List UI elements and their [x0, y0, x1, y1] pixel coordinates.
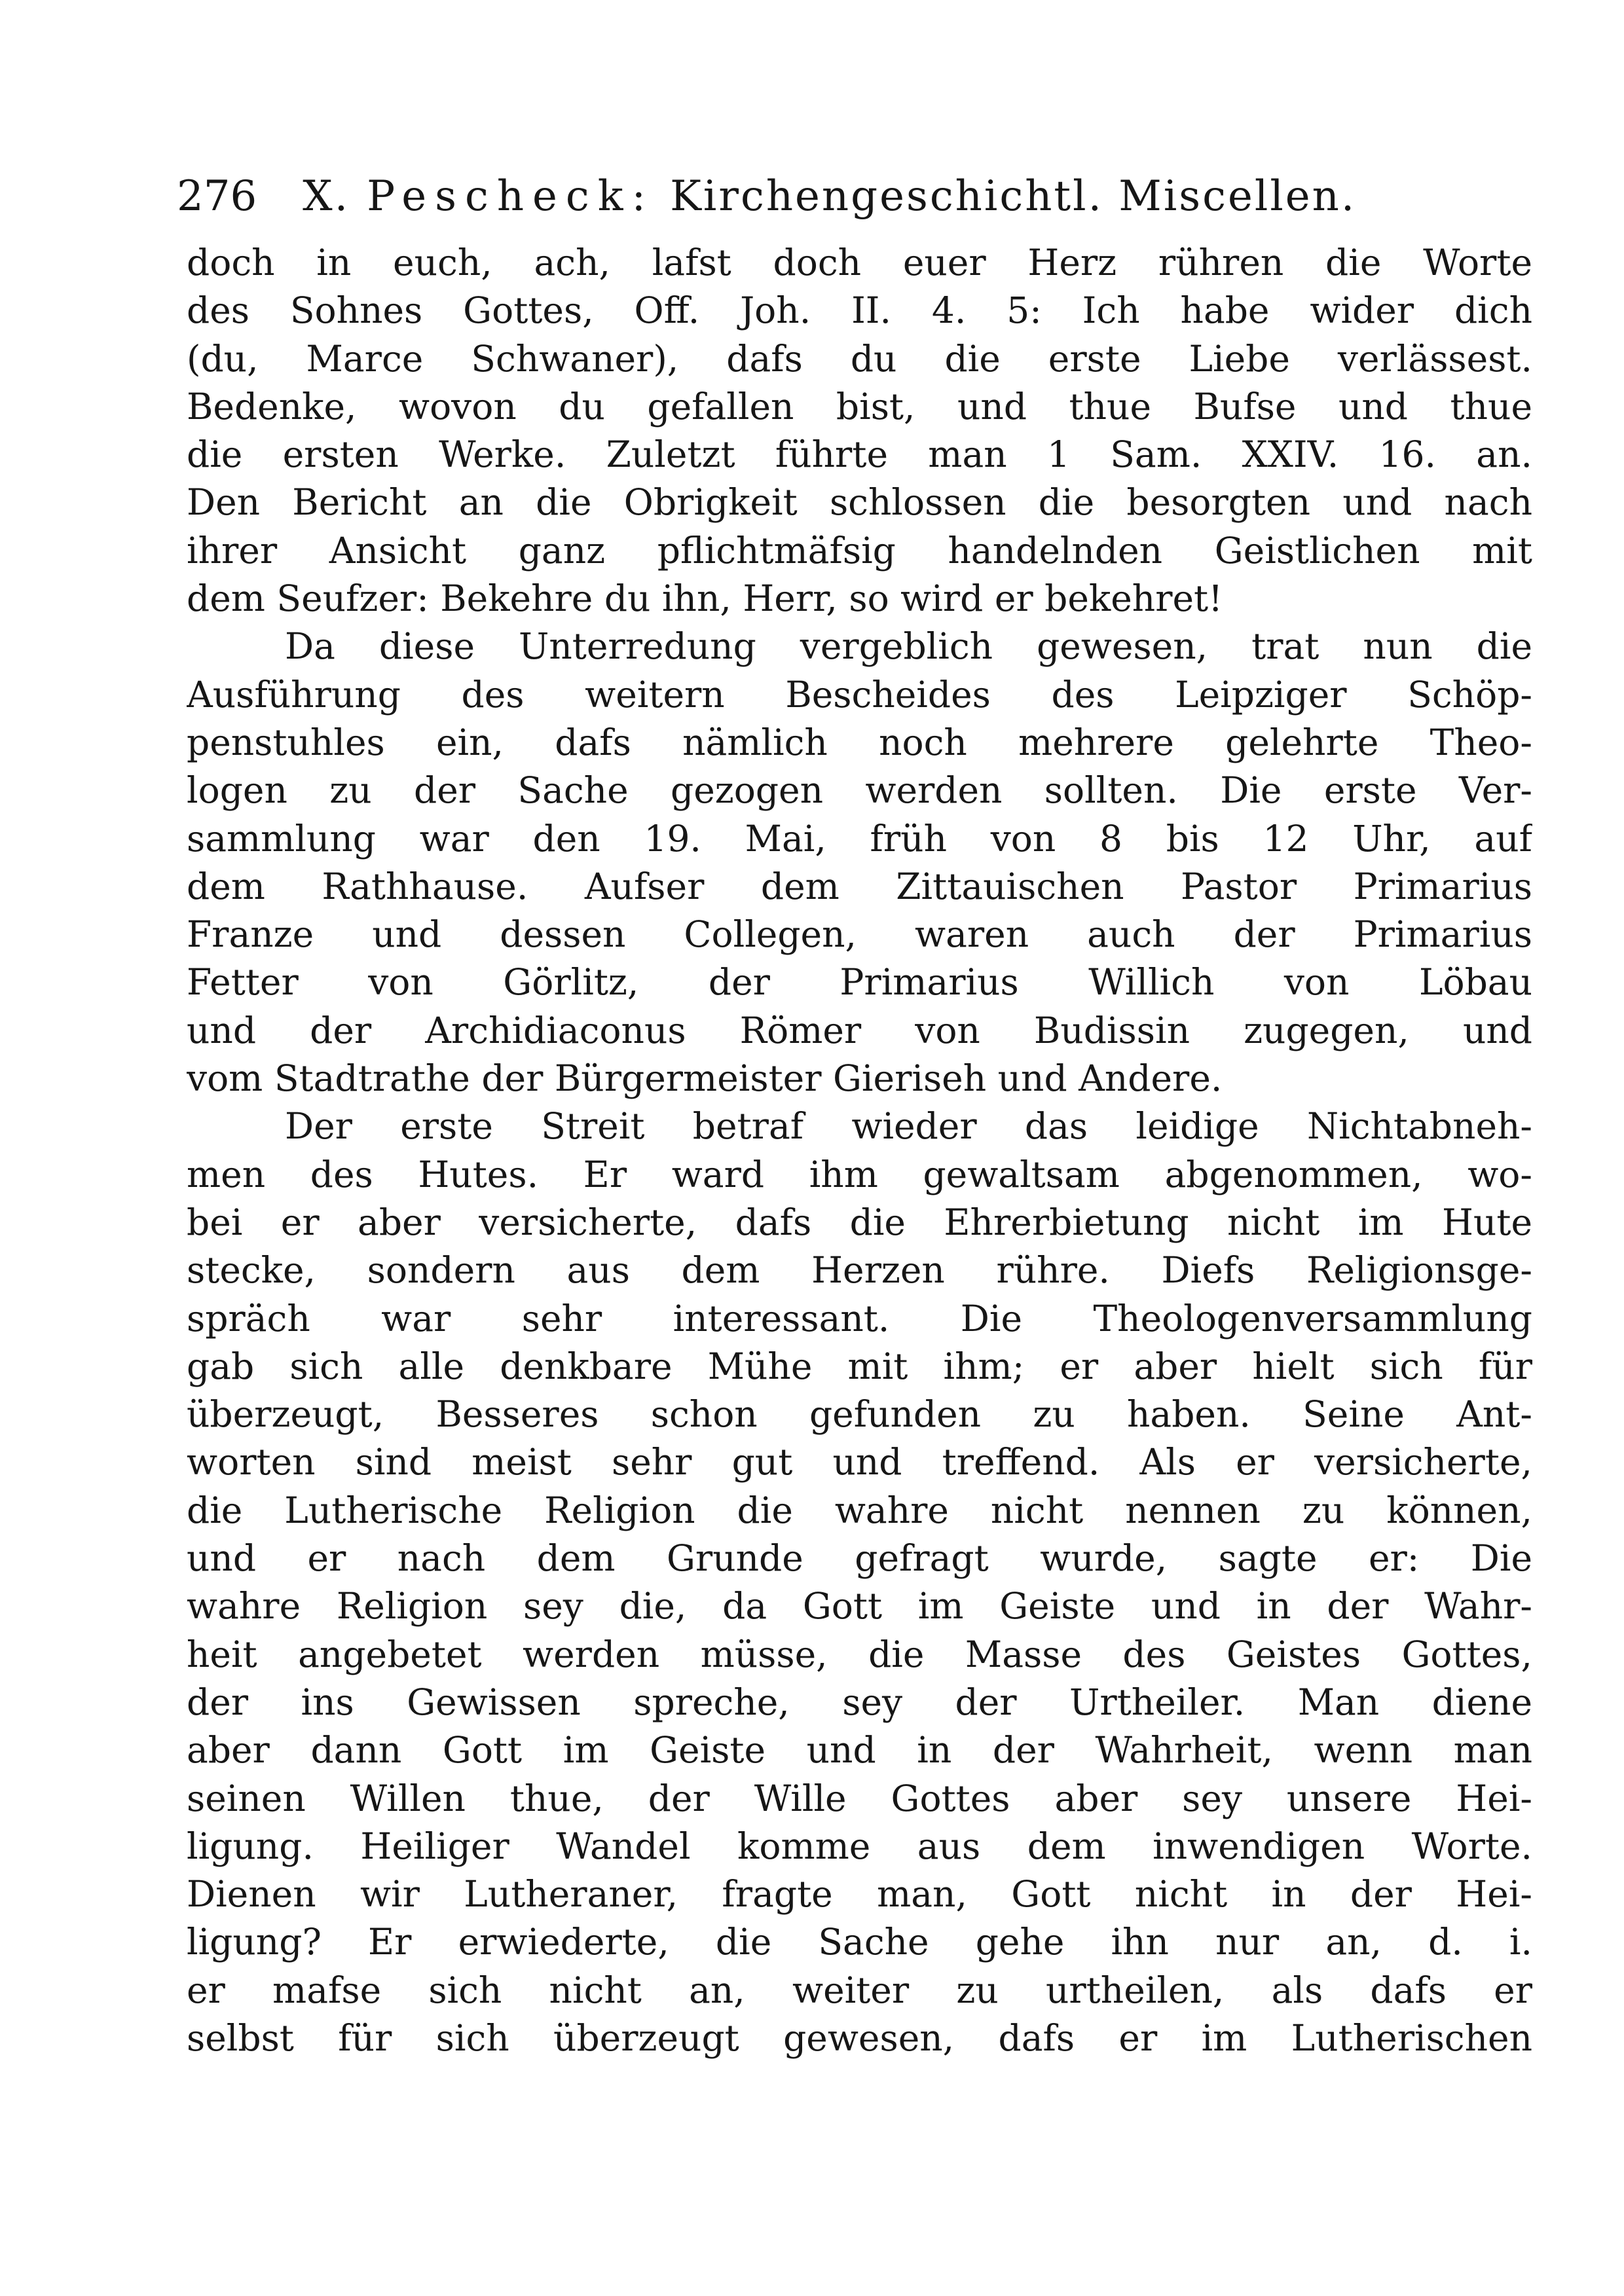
- text-line: des Sohnes Gottes, Off. Joh. II. 4. 5: Ich habe wider dich: [187, 289, 1532, 332]
- body-text: [187, 239, 1532, 2062]
- text-line: überzeugt, Besseres schon gefunden zu haben. Seine Ant-: [187, 1393, 1532, 1436]
- text-line: logen zu der Sache gezogen werden sollten. Die erste Ver-: [187, 769, 1532, 812]
- text-line: der ins Gewissen spreche, sey der Urtheiler. Man diene: [187, 1681, 1532, 1723]
- running-title: Kirchengeschichtl. Miscellen.: [670, 172, 1357, 221]
- text-line: dem Seufzer: Bekehre du ihn, Herr, so wird er bekehret!: [187, 577, 1223, 620]
- text-line: ihrer Ansicht ganz pflichtmäfsig handelnden Geistlichen mit: [187, 529, 1532, 572]
- text-line: (du, Marce Schwaner), dafs du die erste Liebe verlässest.: [187, 337, 1532, 380]
- text-line: und der Archidiaconus Römer von Budissin zugegen, und: [187, 1009, 1532, 1051]
- text-line: wahre Religion sey die, da Gott im Geiste und in der Wahr-: [187, 1585, 1532, 1628]
- text-line: men des Hutes. Er ward ihm gewaltsam abgenommen, wo-: [187, 1153, 1532, 1195]
- text-line: stecke, sondern aus dem Herzen rühre. Diefs Religionsge-: [187, 1249, 1532, 1292]
- text-line: ligung? Er erwiederte, die Sache gehe ihn nur an, d. i.: [187, 1921, 1532, 1963]
- text-line: penstuhles ein, dafs nämlich noch mehrere gelehrte Theo-: [187, 721, 1532, 763]
- author-name: Pescheck:: [367, 172, 655, 221]
- text-line: Bedenke, wovon du gefallen bist, und thue Bufse und thue: [187, 385, 1532, 428]
- text-line: worten sind meist sehr gut und treffend. Als er versicherte,: [187, 1441, 1532, 1484]
- text-line: sammlung war den 19. Mai, früh von 8 bis 12 Uhr, auf: [187, 817, 1532, 860]
- text-line: aber dann Gott im Geiste und in der Wahrheit, wenn man: [187, 1729, 1532, 1772]
- text-line: dem Rathhause. Aufser dem Zittauischen Pastor Primarius: [187, 865, 1532, 907]
- text-line: spräch war sehr interessant. Die Theologenversammlung: [187, 1297, 1532, 1339]
- text-line: gab sich alle denkbare Mühe mit ihm; er aber hielt sich für: [187, 1345, 1532, 1387]
- text-line: selbst für sich überzeugt gewesen, dafs er im Lutherischen: [187, 2016, 1532, 2059]
- text-line: die ersten Werke. Zuletzt führte man 1 Sam. XXIV. 16. an.: [187, 433, 1532, 476]
- text-line: Franze und dessen Collegen, waren auch der Primarius: [187, 913, 1532, 956]
- text-line: er mafse sich nicht an, weiter zu urtheilen, als dafs er: [187, 1969, 1532, 2011]
- text-line: bei er aber versicherte, dafs die Ehrerbietung nicht im Hute: [187, 1201, 1532, 1243]
- text-line: Ausführung des weitern Bescheides des Leipziger Schöp-: [187, 673, 1532, 716]
- page-number: 276: [177, 172, 257, 221]
- text-line: ligung. Heiliger Wandel komme aus dem inwendigen Worte.: [187, 1825, 1532, 1867]
- text-line: vom Stadtrathe der Bürgermeister Gieriseh und Andere.: [187, 1057, 1223, 1100]
- text-line: Fetter von Görlitz, der Primarius Willich von Löbau: [187, 961, 1532, 1004]
- text-line: doch in euch, ach, lafst doch euer Herz rühren die Worte: [187, 242, 1532, 283]
- text-line: und er nach dem Grunde gefragt wurde, sagte er: Die: [187, 1537, 1532, 1580]
- running-header: [177, 157, 1539, 236]
- text-line: seinen Willen thue, der Wille Gottes aber sey unsere Hei-: [187, 1777, 1532, 1819]
- text-line: Dienen wir Lutheraner, fragte man, Gott nicht in der Hei-: [187, 1873, 1532, 1916]
- paragraph-first-line: Da diese Unterredung vergeblich gewesen, trat nun die: [285, 625, 1532, 668]
- paragraph-first-line: Der erste Streit betraf wieder das leidige Nichtabneh-: [285, 1105, 1532, 1148]
- text-line: Den Bericht an die Obrigkeit schlossen die besorgten und nach: [187, 481, 1532, 524]
- chapter-number: X.: [303, 172, 350, 221]
- text-line: heit angebetet werden müsse, die Masse des Geistes Gottes,: [187, 1633, 1532, 1675]
- text-line: die Lutherische Religion die wahre nicht nennen zu können,: [187, 1489, 1532, 1531]
